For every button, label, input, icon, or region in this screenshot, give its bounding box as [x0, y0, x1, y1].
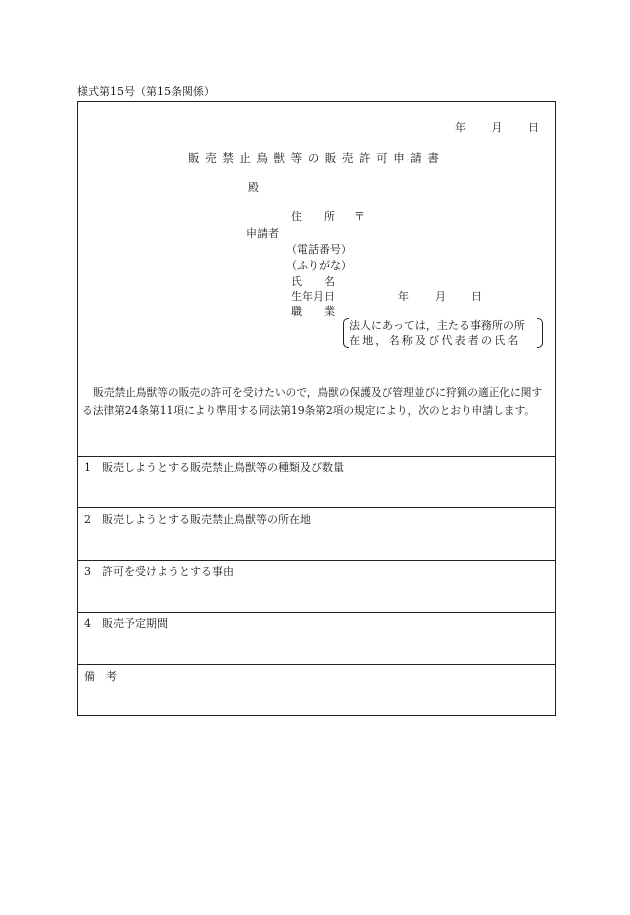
addressee-suffix: 殿: [248, 181, 259, 194]
date-row: [433, 122, 539, 133]
applicant-label: 申請者: [246, 227, 279, 240]
corporate-note-line1: 法人にあっては，主たる事務所の所: [349, 319, 525, 332]
item-number: 2: [84, 513, 91, 526]
form-number-label: 様式第15号（第15条関係）: [77, 85, 215, 98]
day-label: 日: [528, 121, 539, 134]
month-label: 月: [491, 121, 503, 134]
postal-mark: 〒: [354, 210, 365, 223]
item-text: 販売しようとする販売禁止鳥獣等の種類及び数量: [102, 461, 344, 474]
corporate-note-bracket: [343, 318, 543, 348]
birth-year-label: 年: [398, 290, 409, 303]
item-number: 3: [84, 565, 91, 578]
section-divider: [78, 507, 555, 508]
birthdate-label: 生年月日: [291, 290, 335, 303]
item-number: 1: [84, 461, 91, 474]
section-divider: [78, 560, 555, 561]
application-form-frame: [77, 101, 556, 716]
form-title: 販売禁止鳥獣等の販売許可申請書: [188, 151, 445, 165]
item-text: 許可を受けようとする事由: [102, 565, 234, 578]
item-2: [84, 514, 311, 525]
name-label: 氏 名: [291, 275, 335, 288]
occupation-label: 職 業: [291, 305, 335, 318]
right-bracket: [537, 318, 543, 348]
item-text: 販売しようとする販売禁止鳥獣等の所在地: [102, 513, 311, 526]
remarks-label: 備 考: [84, 670, 117, 683]
item-number: 4: [84, 617, 91, 630]
furigana-label: （ふりがな）: [286, 259, 352, 272]
item-4: [84, 618, 168, 629]
section-divider: [78, 456, 555, 457]
section-divider: [78, 612, 555, 613]
item-1: [84, 462, 344, 473]
phone-label: （電話番号）: [286, 243, 352, 256]
item-text: 販売予定期間: [102, 617, 168, 630]
birth-day-label: 日: [471, 290, 482, 303]
section-divider: [78, 664, 555, 665]
application-statement: 販売禁止鳥獣等の販売の許可を受けたいので，鳥獣の保護及び管理並びに狩猟の適正化に関する法律第24条第11項により準用する同法第19条第2項の規定により，次のとおり申請します。: [82, 386, 543, 417]
address-label: 住 所: [291, 210, 335, 223]
year-label: 年: [455, 121, 466, 134]
corporate-note-line2: 在地，名称及び代表者の氏名: [349, 334, 521, 347]
item-3: [84, 566, 234, 577]
birth-month-label: 月: [435, 290, 446, 303]
